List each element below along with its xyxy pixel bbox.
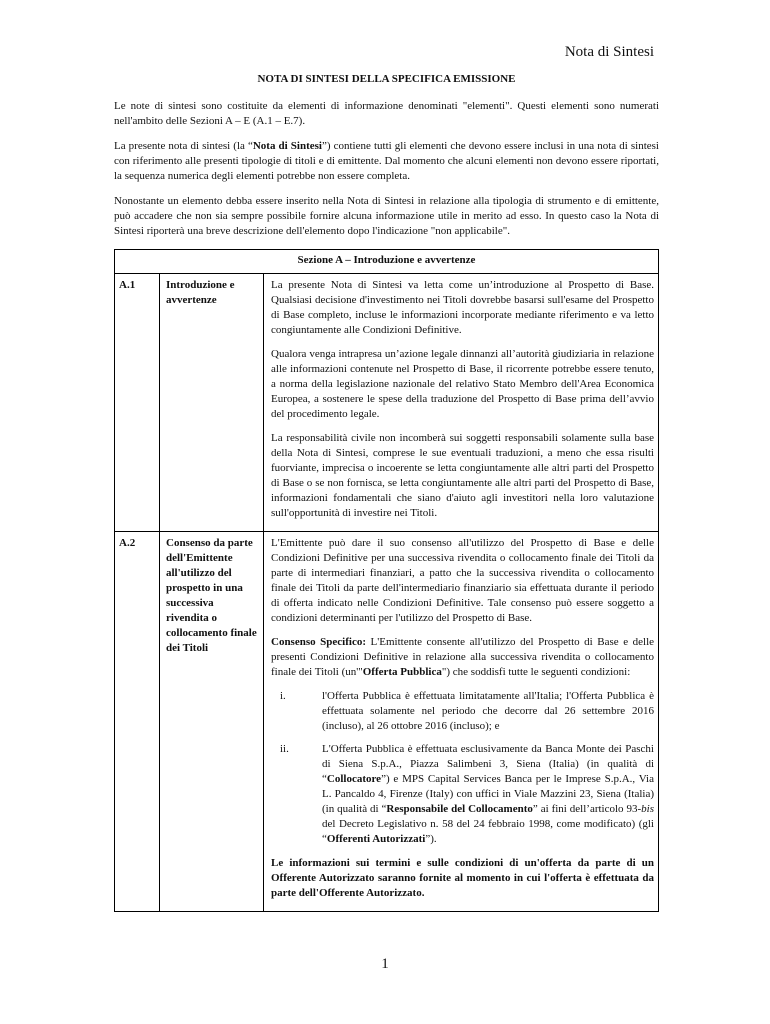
- running-head: Nota di Sintesi: [564, 44, 654, 60]
- content-text: ”) e MPS Capital Services Banca per le Imprese S.p.A., Via L. Pancaldo 4, Firenze (Italy) con uffici in Viale Mazzini 23, Siena (Italia) (in qualità di “: [322, 773, 654, 815]
- element-content: [264, 274, 659, 532]
- table-row: [115, 274, 659, 532]
- list-item-text: [322, 742, 654, 847]
- defined-term: Collocatore: [326, 773, 382, 785]
- content-paragraph: [271, 635, 654, 680]
- page-number: 1: [381, 956, 389, 972]
- defined-term: Nota di Sintesi: [252, 140, 322, 152]
- defined-term: Offerenti Autorizzati: [326, 833, 426, 845]
- intro-text: ”) contiene tutti gli elementi che devono essere inclusi in una nota di sintesi con riferimento alle presenti tipologie di titoli e di emittente. Dal momento che alcuni elementi non devono essere riportati, la sequenza numerica degli elementi potrebbe non essere completa.: [114, 140, 659, 182]
- document-title: NOTA DI SINTESI DELLA SPECIFICA EMISSIONE: [257, 73, 516, 85]
- intro-section: [114, 99, 659, 239]
- defined-term: Offerta Pubblica: [362, 666, 442, 678]
- list-item-text: l'Offerta Pubblica è effettuata limitatamente all'Italia; l'Offerta Pubblica è effettuata solamente nel periodo che decorre dal 26 settembre 2016 (incluso), al 26 ottobre 2016 (incluso); e: [322, 690, 654, 732]
- content-paragraph: Qualora venga intrapresa un’azione legale dinnanzi all’autorità giudiziaria in relazione alle informazioni contenute nel Prospetto di Base, il ricorrente potrebbe essere tenuto, a norma della legislazione nazionale del relativo Stato Membro dell'Area Economica Europea, a sostenere le spese della traduzione del Prospetto di Base prima dell’avvio del procedimento legale.: [271, 348, 654, 420]
- consent-label: Consenso Specifico:: [271, 636, 366, 648]
- content-text: ” ai fini dell’articolo 93-: [532, 803, 642, 815]
- list-item: [271, 689, 654, 734]
- content-text: L'Offerta Pubblica è effettuata esclusivamente da Banca Monte dei Paschi di Siena S.p.A., Piazza Salimbeni 3, Siena (Italia) (in qualità di “: [322, 743, 654, 785]
- element-content: [264, 532, 659, 912]
- closing-paragraph: Le informazioni sui termini e sulle condizioni di un'offerta da parte di un Offerente Autorizzato saranno fornite al momento in cui l'offerta è effettuata da parte dell'Offerente Autorizzato.: [271, 857, 654, 899]
- list-numeral: ii.: [280, 743, 289, 755]
- conditions-list: [271, 689, 654, 847]
- intro-paragraph-2: [114, 139, 659, 184]
- summary-table: [114, 249, 659, 912]
- element-code: A.2: [115, 532, 160, 912]
- document-page: [114, 72, 659, 912]
- content-paragraph: L'Emittente può dare il suo consenso all'utilizzo del Prospetto di Base e delle Condizioni Definitive per una successiva rivendita o collocamento finale dei Titoli da parte di intermediari finanziari, a patto che la successiva rivendita o collocamento finale dei Titoli da parte dell'intermediario finanziario sia effettuata durante il periodo di offerta indicato nelle Condizioni Definitive. Tale consenso può essere soggetto a condizioni determinanti per l'utilizzo del Prospetto di Base.: [271, 537, 654, 624]
- intro-paragraph-1: Le note di sintesi sono costituite da elementi di informazione denominati "elementi". Questi elementi sono numerati nell'ambito delle Sezioni A – E (A.1 – E.7).: [114, 100, 659, 127]
- element-code: A.1: [115, 274, 160, 532]
- content-text: del Decreto Legislativo n. 58 del 24 febbraio 1998, come modificato) (gli “: [322, 818, 654, 845]
- content-paragraph: La responsabilità civile non incomberà sui soggetti responsabili solamente sulla base della Nota di Sintesi, comprese le sue eventuali traduzioni, a meno che essa risulti fuorviante, imprecisa o incoerente se letta congiuntamente alle altri parti del Prospetto di Base o se non fornisca, se letta congiuntamente alle altri parti del Prospetto di Base, informazioni fondamentali che siano d'aiuto agli investitori nella loro valutazione sull'opportunità di investire nei Titoli.: [271, 432, 654, 519]
- content-text: L'Emittente consente all'utilizzo del Prospetto di Base e delle presenti Condizioni Definitive in relazione alla successiva rivendita o collocamento finale dei Titoli (un'": [271, 636, 655, 678]
- italic-term: bis: [641, 803, 655, 815]
- list-item: [271, 742, 654, 847]
- element-name: Introduzione e avvertenze: [160, 274, 264, 532]
- content-text: ”).: [425, 833, 437, 845]
- section-header: Sezione A – Introduzione e avvertenze: [115, 250, 659, 274]
- section-header-row: [115, 250, 659, 274]
- list-numeral: i.: [280, 690, 286, 702]
- element-name: Consenso da parte dell'Emittente all'utilizzo del prospetto in una successiva rivendita o collocamento finale dei Titoli: [160, 532, 264, 912]
- table-row: [115, 532, 659, 912]
- content-text: ") che soddisfi tutte le seguenti condizioni:: [441, 666, 631, 678]
- defined-term: Responsabile del Collocamento: [386, 803, 533, 815]
- intro-text: La presente nota di sintesi (la “: [114, 140, 253, 152]
- intro-paragraph-3: Nonostante un elemento debba essere inserito nella Nota di Sintesi in relazione alla tipologia di strumento e di emittente, può accadere che non sia sempre possibile fornire alcuna informazione utile in merito ad esso. In questo caso la Nota di Sintesi riporterà una breve descrizione dell'elemento dopo l'indicazione "non applicabile".: [114, 195, 659, 237]
- content-paragraph: La presente Nota di Sintesi va letta come un’introduzione al Prospetto di Base. Qualsiasi decisione d'investimento nei Titoli dovrebbe basarsi sull'esame del Prospetto di Base completo, incluse le informazioni incorporate mediante riferimento e va letto congiuntamente alle Condizioni Definitive.: [271, 279, 654, 336]
